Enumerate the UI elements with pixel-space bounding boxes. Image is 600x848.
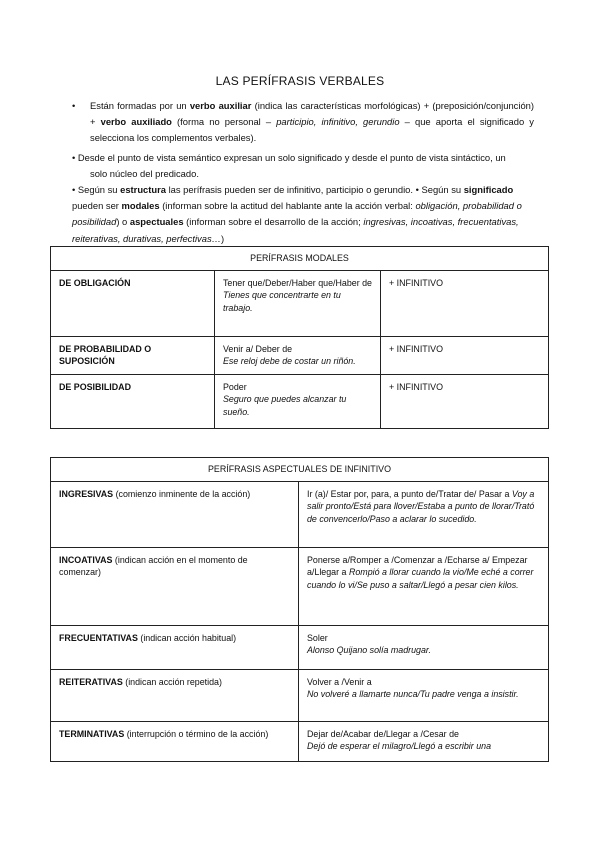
table-row: DE POSIBILIDAD Poder Seguro que puedes alcanzar tu sueño. + INFINITIVO (51, 374, 549, 428)
modal-periphrasis-table (50, 246, 549, 429)
table-row: REITERATIVAS (indican acción repetida) Volver a /Venir a No volveré a llamarte nunca/Tu padre venga a insistir. (51, 669, 549, 721)
bullet: • (72, 100, 76, 111)
modal-table-header: PERÍFRASIS MODALES (51, 247, 549, 271)
table-row: TERMINATIVAS (interrupción o término de la acción) Dejar de/Acabar de/Llegar a /Cesar de Dejó de esperar el milagro/Llegó a escribir una (51, 721, 549, 761)
table-row: DE OBLIGACIÓN Tener que/Deber/Haber que/Haber de Tienes que concentrarte en tu trabajo. + INFINITIVO (51, 270, 549, 336)
aspectual-periphrasis-table (50, 457, 549, 762)
page-title: LAS PERÍFRASIS VERBALES (215, 74, 385, 88)
intro-paragraph-2: • Desde el punto de vista semántico expresan un solo significado y desde el punto de vista sintáctico, un solo núcleo del predicado. (72, 152, 506, 180)
table-row: INCOATIVAS (indican acción en el momento de comenzar) Ponerse a/Romper a /Comenzar a /Echarse a/ Empezar a/Llegar a Rompió a llorar cuando la vio/Me eché a correr cuando lo vi/Se puso a saltar/Llegó a pesar cien kilos. (51, 547, 549, 625)
aspect-table-header: PERÍFRASIS ASPECTUALES DE INFINITIVO (51, 458, 549, 482)
intro-paragraph-3: • Según su estructura las perífrasis pueden ser de infinitivo, participio o gerundio. • Según su significado pueden ser modales (informan sobre la actitud del hablante ante la acción verbal: obligación, probabilidad o posibilidad) o aspectuales (informan sobre el desarrollo de la acción; ingresivas, incoativas, frecuentativas, reiterativas, durativas, perfectivas…) (72, 184, 522, 244)
table-row: DE PROBABILIDAD O SUPOSICIÓN Venir a/ Deber de Ese reloj debe de costar un riñón. + INFINITIVO (51, 336, 549, 374)
table-row: INGRESIVAS (comienzo inminente de la acción) Ir (a)/ Estar por, para, a punto de/Tratar de/ Pasar a Voy a salir pronto/Está para llover/Estaba a punto de llorar/Trató de convencerlo/Paso a aclarar lo sucedido. (51, 481, 549, 547)
table-row: FRECUENTATIVAS (indican acción habitual) Soler Alonso Quijano solía madrugar. (51, 625, 549, 669)
intro-paragraph-1: • Están formadas por un verbo auxiliar (indica las características morfológicas) + (preposición/conjunción) + verbo auxiliado (forma no personal – participio, infinitivo, gerundio – que aporta el significado y selecciona los complementos verbales). (72, 100, 534, 144)
